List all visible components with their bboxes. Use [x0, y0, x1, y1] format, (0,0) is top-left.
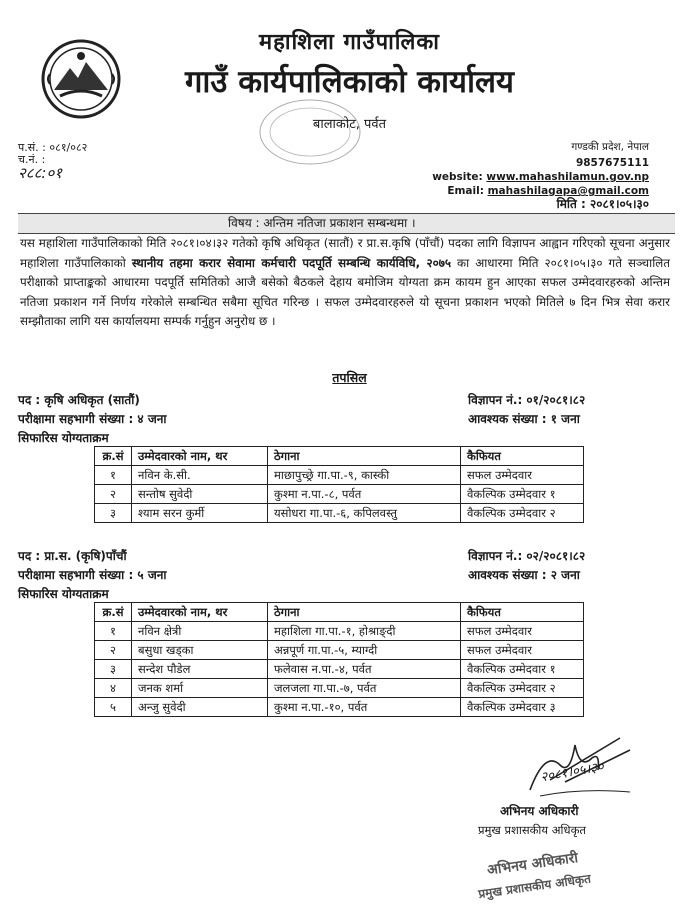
office-address: बालाकोट, पर्वत — [312, 117, 387, 132]
cell-name: नविन के.सी. — [132, 466, 268, 485]
post-2-vacancy-no: विज्ञापन नं.: ०२/२०८१।८२ — [468, 549, 586, 563]
signatory-title: प्रमुख प्रशासकीय अधिकृत — [478, 823, 586, 837]
cell-remarks: वैकल्पिक उम्मेदवार २ — [461, 679, 584, 698]
col-address: ठेगाना — [268, 447, 461, 466]
name-stamp — [470, 842, 630, 902]
body-text-bold: स्थानीय तहमा करार सेवामा कर्मचारी पदपूर्ति सम्बन्धि कार्यविधि, २०७५ — [131, 255, 451, 270]
body-text-part2: का आधारमा मिति २०८१।०५।३० गते सञ्चालित परीक्षाको प्राप्ताङ्कको आधारमा पदपूर्ति समितिको आजै बसेको बैठकले देहाय बमोजिम योग्यता क्रम कायम हुन आएका सफल उम्मेदवारहरुको अन्तिम नतिजा प्रकाशन गर्ने निर्णय गरेकोले सम्बन्धित सबैमा सूचित गरिन्छ । सफल उम्मेदवारहरुले यो सूचना प्रकाशन भएको मितिले ७ दिन भित्र सेवा करार सम्झौताका लागि यस कार्यालयमा सम्पर्क गर्नुहुन अनुरोध छ । — [20, 255, 671, 329]
cell-name: जनक शर्मा — [132, 679, 268, 698]
cell-address: जलजला गा.पा.-७, पर्वत — [268, 679, 461, 698]
col-remarks: कैफियत — [461, 603, 584, 622]
phone-number: 9857675111 — [575, 157, 649, 169]
col-sn: क्र.सं — [95, 603, 132, 622]
col-sn: क्र.सं — [95, 447, 132, 466]
table-row — [95, 622, 584, 641]
cell-remarks: वैकल्पिक उम्मेदवार १ — [461, 660, 584, 679]
table-header-row — [95, 447, 584, 466]
signature-date: २०८१।०५।३० — [539, 759, 606, 786]
results-table-1 — [94, 446, 584, 523]
cell-remarks: वैकल्पिक उम्मेदवार २ — [461, 504, 584, 523]
post-2-required: आवश्यक संख्या : २ जना — [468, 568, 580, 582]
post-2-participants: परीक्षामा सहभागी संख्या : ५ जना — [18, 568, 167, 582]
cell-address: कुश्मा न.पा.-८, पर्वत — [268, 485, 461, 504]
email-label: Email: — [447, 185, 484, 197]
website-label: website: — [432, 171, 483, 183]
details-title: तपसिल — [332, 370, 367, 385]
cell-name: श्याम सरन कुर्मी — [132, 504, 268, 523]
cell-remarks: सफल उम्मेदवार — [461, 466, 584, 485]
body-paragraph — [20, 234, 670, 332]
email-link[interactable]: mahashilagapa@gmail.com — [487, 185, 649, 197]
cell-address: माछापुच्छ्रे गा.पा.-९, कास्की — [268, 466, 461, 485]
issue-date: मिति : २०८१।०५।३० — [556, 197, 649, 211]
post-2-list-title: सिफारिस योग्यताक्रम — [18, 587, 109, 601]
post-1-participants: परीक्षामा सहभागी संख्या : ४ जना — [18, 412, 167, 426]
post-1-title: पद : कृषि अधिकृत (सातौं) — [18, 393, 140, 407]
subject-text: विषय : अन्तिम नतिजा प्रकाशन सम्बन्धमा । — [228, 216, 416, 230]
office-name: गाउँ कार्यपालिकाको कार्यालय — [184, 64, 515, 100]
cell-address: महाशिला गा.पा.-१, होश्राङ्दी — [268, 622, 461, 641]
col-remarks: कैफियत — [461, 447, 584, 466]
cell-sn: ४ — [95, 679, 132, 698]
post-2-title: पद : प्रा.स. (कृषि)पाँचौं — [18, 549, 127, 563]
cell-remarks: वैकल्पिक उम्मेदवार ३ — [461, 698, 584, 717]
cell-name: नविन क्षेत्री — [132, 622, 268, 641]
handwritten-dispatch-number: २८८:०१ — [18, 164, 63, 182]
reference-cha-na: च.नं. : — [18, 153, 46, 166]
cell-address: फलेवास न.पा.-४, पर्वत — [268, 660, 461, 679]
col-name: उम्मेदवारको नाम, थर — [132, 603, 268, 622]
cell-remarks: सफल उम्मेदवार — [461, 641, 584, 660]
table-row — [95, 485, 584, 504]
table-row — [95, 660, 584, 679]
cell-sn: ५ — [95, 698, 132, 717]
subject-bar — [18, 213, 675, 234]
cell-name: सन्देश पौडेल — [132, 660, 268, 679]
stamp-title-text: प्रमुख प्रशासकीय अधिकृत — [477, 871, 592, 902]
stamp-name-text: अभिनय अधिकारी — [486, 850, 580, 879]
post-1-vacancy-no: विज्ञापन नं.: ०१/२०८१।८२ — [468, 393, 586, 407]
cell-address: अन्नपूर्ण गा.पा.-५, म्याग्दी — [268, 641, 461, 660]
cell-remarks: वैकल्पिक उम्मेदवार १ — [461, 485, 584, 504]
office-stamp — [250, 92, 370, 172]
table-header-row — [95, 603, 584, 622]
reference-pa-sa: प.सं. : ०८१/०८२ — [18, 141, 88, 154]
table-row — [95, 466, 584, 485]
results-table-2 — [94, 602, 584, 717]
body-text-part1: यस महाशिला गाउँपालिकाको मिति २०८१।०४।३२ गतेको कृषि अधिकृत (सातौं) र प्रा.स.कृषि (पाँचौं) पदका लागि विज्ञापन आह्वान गरिएको सूचना अनुसार महाशिला गाउँपालिकाको — [20, 236, 670, 270]
table-row — [95, 679, 584, 698]
cell-sn: २ — [95, 485, 132, 504]
cell-name: बसुधा खड्का — [132, 641, 268, 660]
website-line — [432, 171, 649, 183]
cell-sn: १ — [95, 466, 132, 485]
post-1-required: आवश्यक संख्या : १ जना — [468, 412, 580, 426]
cell-address: यसोधरा गा.पा.-६, कपिलवस्तु — [268, 504, 461, 523]
cell-sn: २ — [95, 641, 132, 660]
col-address: ठेगाना — [268, 603, 461, 622]
cell-sn: १ — [95, 622, 132, 641]
cell-sn: ३ — [95, 504, 132, 523]
table-row — [95, 641, 584, 660]
org-name: महाशिला गाउँपालिका — [258, 30, 440, 55]
post-1-list-title: सिफारिस योग्यताक्रम — [18, 431, 109, 445]
cell-name: सन्तोष सुवेदी — [132, 485, 268, 504]
table-row — [95, 504, 584, 523]
cell-name: अन्जु सुवेदी — [132, 698, 268, 717]
website-link[interactable]: www.mahashilamun.gov.np — [486, 171, 649, 183]
cell-remarks: सफल उम्मेदवार — [461, 622, 584, 641]
province: गण्डकी प्रदेश, नेपाल — [571, 141, 649, 153]
signatory-name: अभिनय अधिकारी — [500, 804, 579, 818]
cell-sn: ३ — [95, 660, 132, 679]
col-name: उम्मेदवारको नाम, थर — [132, 447, 268, 466]
table-row — [95, 698, 584, 717]
cell-address: कुश्मा न.पा.-१०, पर्वत — [268, 698, 461, 717]
